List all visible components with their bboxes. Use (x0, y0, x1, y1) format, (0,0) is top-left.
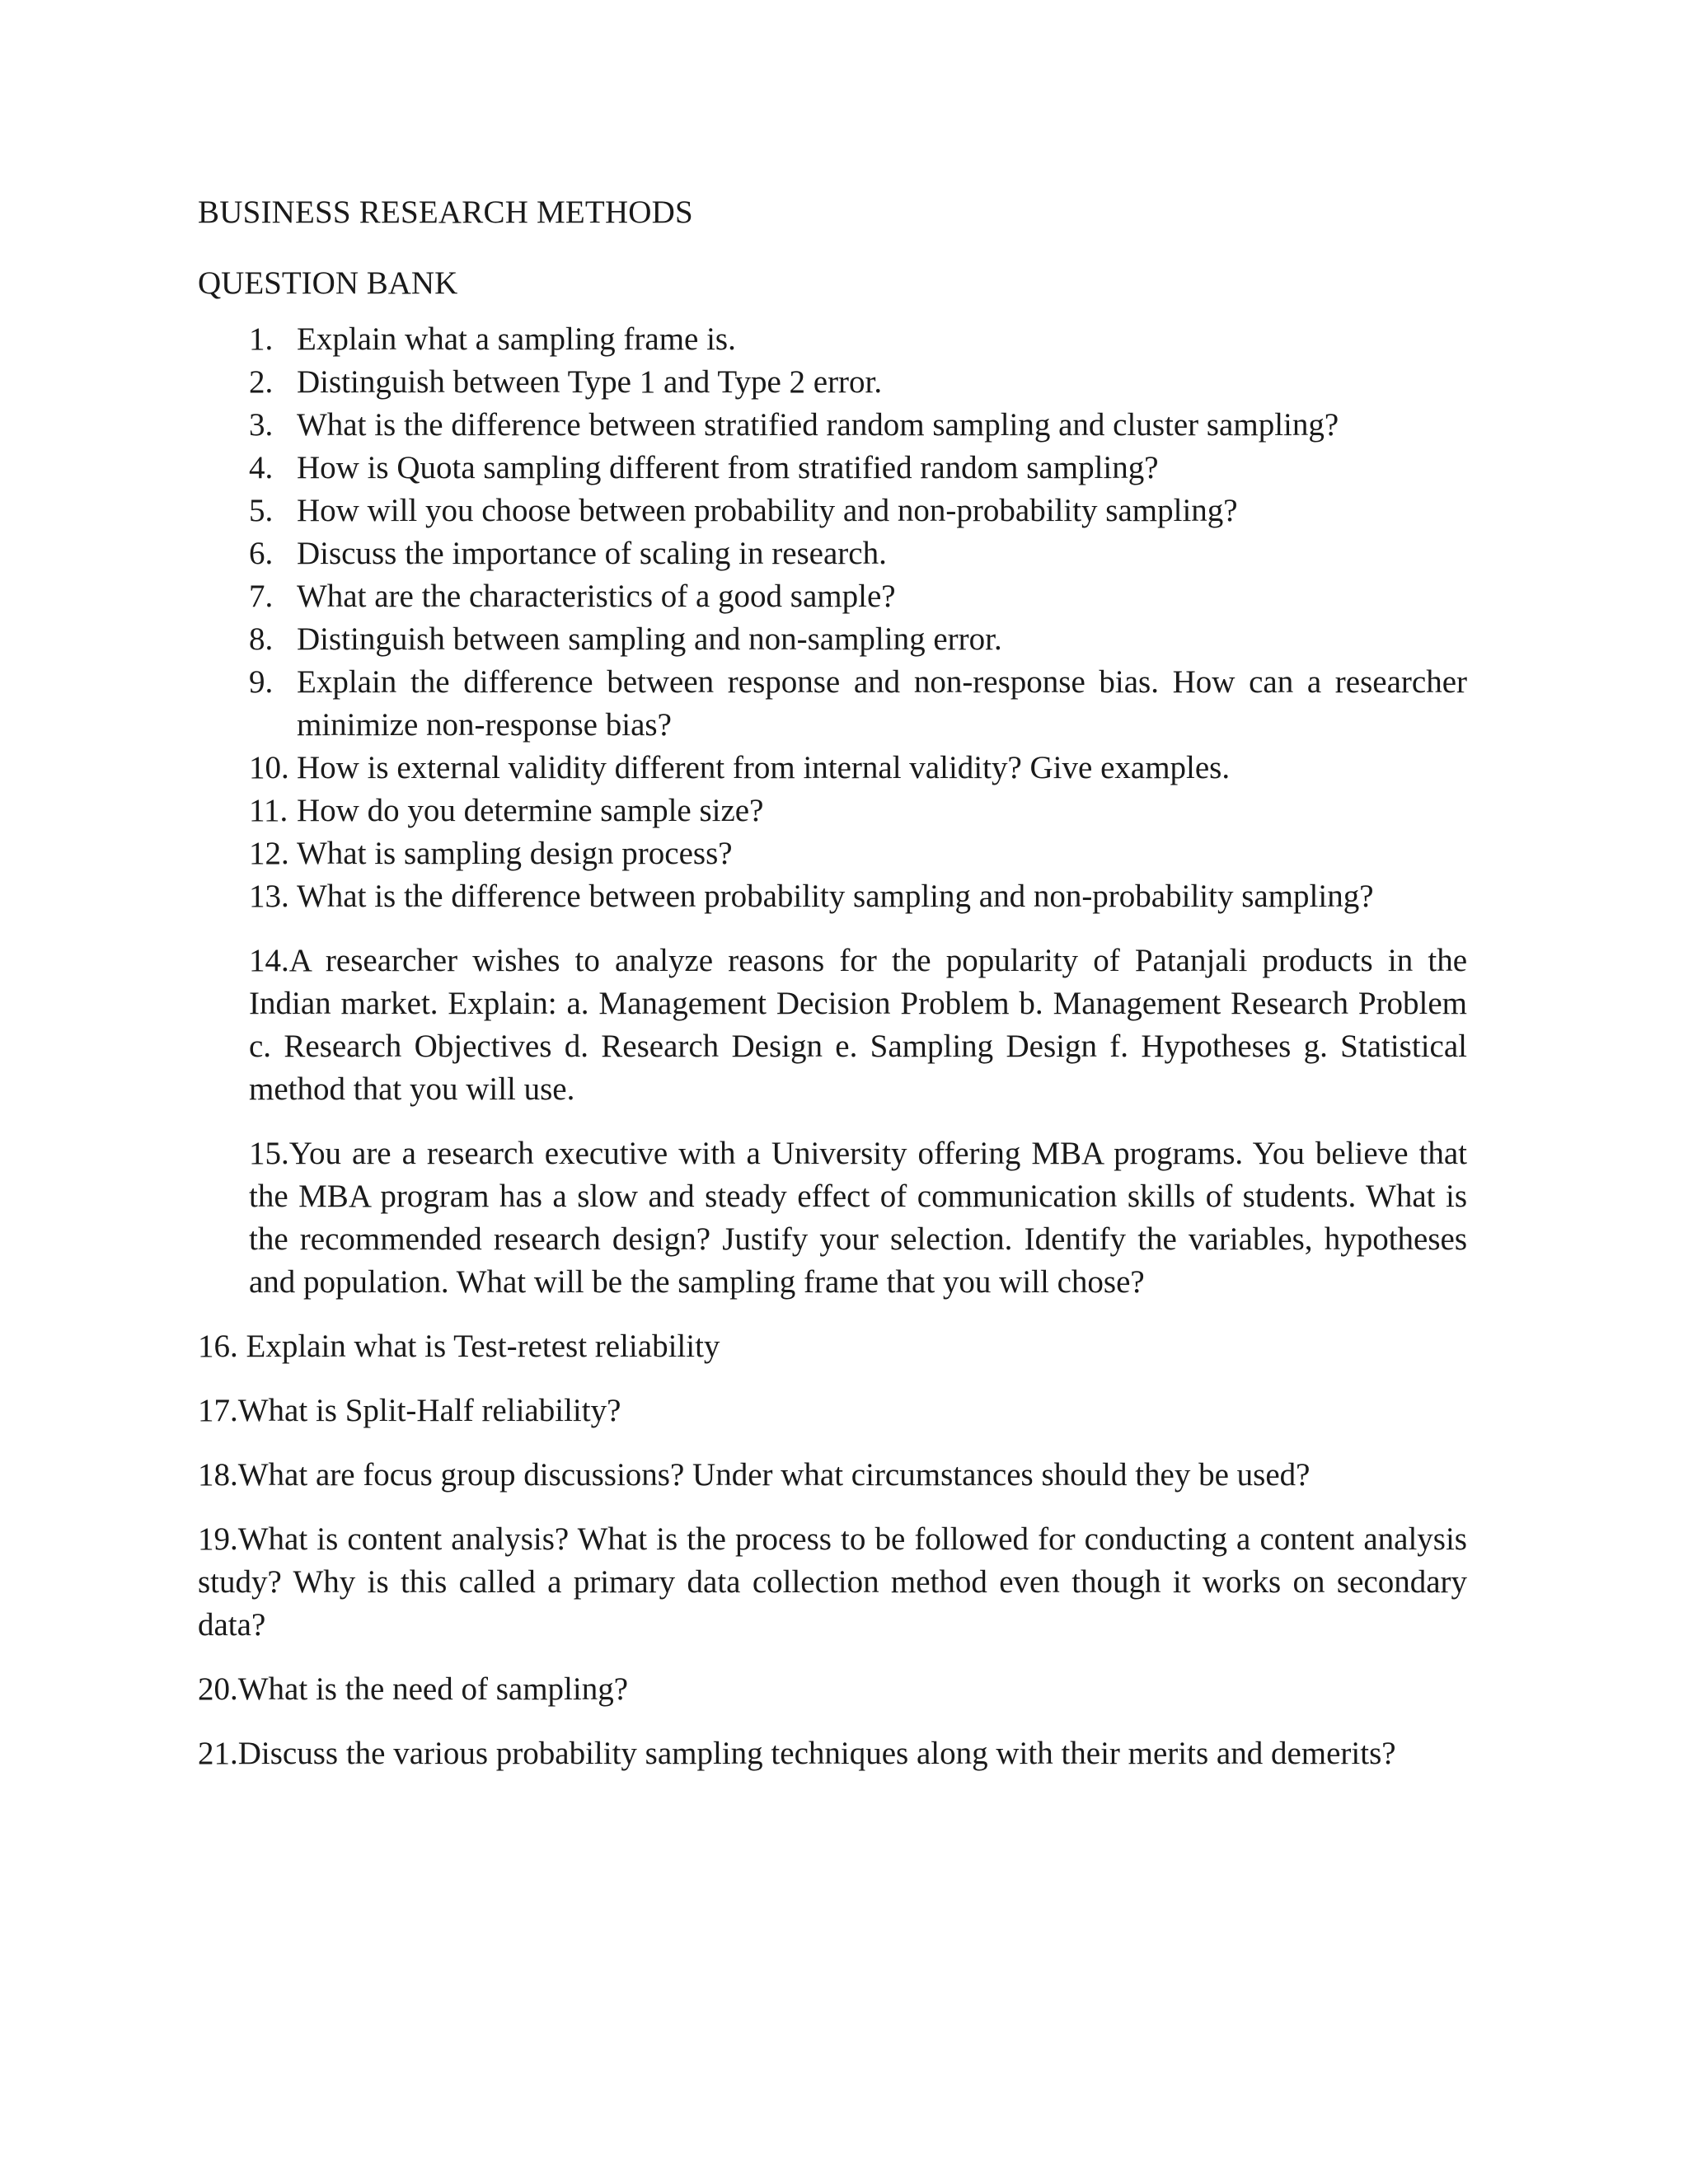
list-item-number: 13. (249, 879, 289, 914)
list-item-text: Discuss the importance of scaling in research. (297, 536, 887, 571)
question-14: 14.A researcher wishes to analyze reasons for the popularity of Patanjali products in the Indian market. Explain: a. Management Decision Problem b. Management Research Problem c. Research Objectives d. Research Design e. Sampling Design f. Hypotheses g. Statistical method that you will use. (249, 943, 1467, 1107)
list-item (249, 875, 1467, 918)
document-subtitle: QUESTION BANK (198, 265, 458, 301)
list-item-number: 7. (249, 579, 274, 614)
question-19: 19.What is content analysis? What is the process to be followed for conducting a content analysis study? Why is this called a primary data collection method even though it works on secondary data? (198, 1521, 1467, 1643)
list-item-text: What is the difference between probability sampling and non-probability sampling? (297, 879, 1374, 914)
question-20: 20.What is the need of sampling? (198, 1671, 629, 1707)
list-item-text: Explain the difference between response and non-response bias. How can a researcher minimize non-response bias? (297, 664, 1467, 743)
list-item-text: How will you choose between probability and non-probability sampling? (297, 493, 1238, 528)
list-item (249, 747, 1467, 790)
list-item-text: How is external validity different from internal validity? Give examples. (297, 750, 1231, 785)
list-item (249, 790, 1467, 832)
list-item-number: 11. (249, 793, 288, 828)
list-item-text: How is Quota sampling different from stratified random sampling? (297, 450, 1159, 485)
list-item (249, 318, 1467, 361)
question-17: 17.What is Split-Half reliability? (198, 1393, 621, 1428)
list-item (249, 532, 1467, 575)
list-item-number: 4. (249, 450, 274, 485)
list-item-text: Distinguish between sampling and non-sampling error. (297, 621, 1002, 657)
list-item-text: Distinguish between Type 1 and Type 2 error. (297, 364, 883, 400)
list-item-number: 9. (249, 664, 274, 700)
list-item (249, 832, 1467, 875)
list-item (249, 404, 1467, 447)
list-item (249, 361, 1467, 404)
list-item (249, 661, 1467, 747)
list-item-number: 12. (249, 836, 289, 871)
list-item-number: 2. (249, 364, 274, 400)
list-item-text: What are the characteristics of a good sample? (297, 579, 896, 614)
question-list (198, 318, 1467, 918)
list-item-text: How do you determine sample size? (297, 793, 764, 828)
question-21: 21.Discuss the various probability sampling techniques along with their merits and demerits? (198, 1736, 1396, 1771)
document-page (198, 191, 1467, 1775)
list-item-number: 6. (249, 536, 274, 571)
list-item-text: What is sampling design process? (297, 836, 733, 871)
list-item (249, 575, 1467, 618)
list-item-number: 10. (249, 750, 289, 785)
list-item-number: 1. (249, 321, 274, 357)
list-item-number: 3. (249, 407, 274, 443)
list-item-number: 8. (249, 621, 274, 657)
document-title: BUSINESS RESEARCH METHODS (198, 194, 693, 230)
list-item (249, 490, 1467, 532)
list-item (249, 618, 1467, 661)
list-item-text: What is the difference between stratified random sampling and cluster sampling? (297, 407, 1339, 443)
question-18: 18.What are focus group discussions? Under what circumstances should they be used? (198, 1457, 1311, 1493)
list-item-text: Explain what a sampling frame is. (297, 321, 736, 357)
question-15: 15.You are a research executive with a University offering MBA programs. You believe that the MBA program has a slow and steady effect of communication skills of students. What is the recommended research design? Justify your selection. Identify the variables, hypotheses and population. What will be the sampling frame that you will chose? (249, 1136, 1467, 1300)
list-item-number: 5. (249, 493, 274, 528)
question-16: 16. Explain what is Test-retest reliability (198, 1329, 720, 1364)
list-item (249, 447, 1467, 490)
